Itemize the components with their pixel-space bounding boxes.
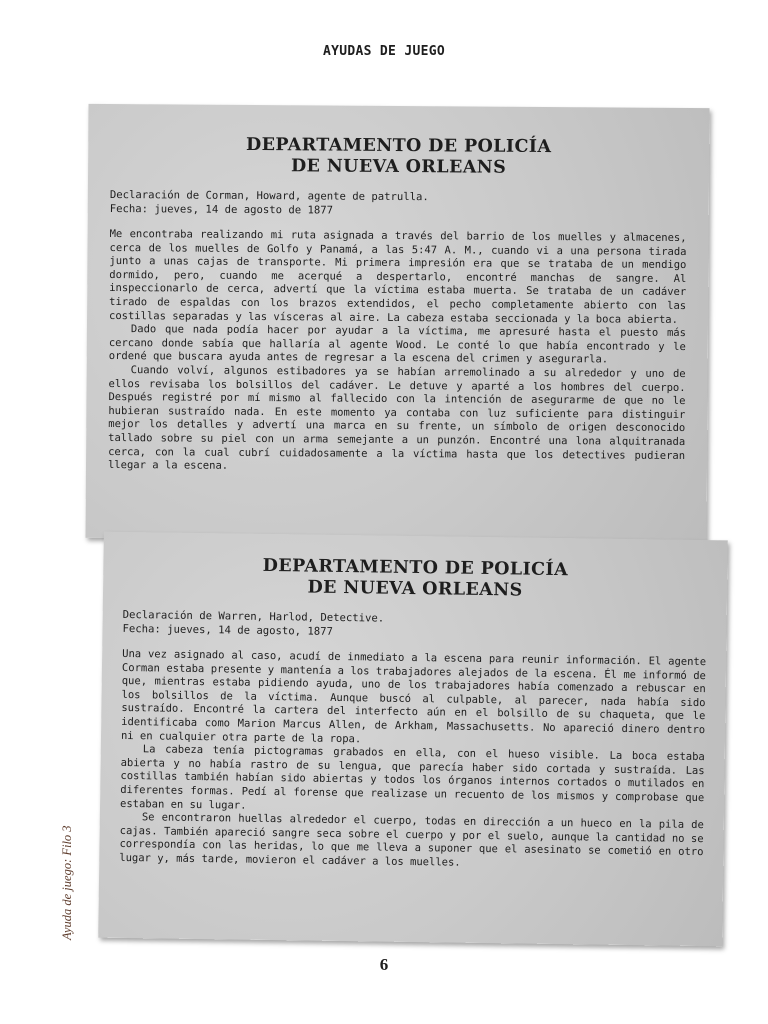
- report-paragraph: Dado que nada podía hacer por ayudar a la víctima, me apresuré hasta el puesto más cercano donde sabía que hallaría al agente Wood. Le conté lo que había encontrado y le ordené que buscara ayuda antes de regresar a la escena del crimen y asegurarla.: [108, 323, 686, 366]
- report-title-line-2: DE NUEVA ORLEANS: [290, 156, 507, 178]
- report-declaration: Declaración de Warren, Harlod, Detective.: [122, 608, 385, 625]
- report-title-line-1: DEPARTAMENTO DE POLICÍA: [262, 555, 569, 581]
- police-report-card-warren: [98, 532, 728, 947]
- report-paragraph: Cuando volví, algunos estibadores ya se habían arremolinado a su alrededor y uno de ellos revisaba los bolsillos del cadáver. Le detuve y aparté a los hombres del cuerpo. Después registré por mí mismo al fallecido con la intención de asegurarme de que no le hubieran sustraído nada. En este momento ya contaba con luz suficiente para distinguir mejor los detalles y advertí una marca en su frente, un símbolo de origen desconocido tallado sobre su piel con un arma semejante a un punzón. Encontré una lona alquitranada cerca, con la cual cubrí cuidadosamente a la víctima hasta que los detectives pudieran llegar a la escena.: [107, 364, 686, 472]
- police-report-card-corman: [85, 104, 709, 542]
- page-number: 6: [379, 955, 389, 974]
- report-title: [123, 554, 708, 604]
- report-title: [110, 134, 687, 180]
- report-paragraph: Una vez asignado al caso, acudí de inmediato a la escena para reunir información. El agente Corman estaba presente y mantenía a los trabajadores alejados de la escena. Él me informó de que, mientras estaba pidiendo ayuda, uno de los trabajadores había comenzado a rebuscar en los bolsillos de la víctima. Aunque buscó al culpable, al parecer, nada había sido sustraído. Encontré la cartera del interfecto aún en el bolsillo de su chaqueta, que le identificaba como Marion Marcus Allen, de Arkham, Massachusetts. No apareció dinero dentro ni en cualquier otra parte de la ropa.: [120, 647, 707, 745]
- report-paragraph: Se encontraron huellas alrededor el cuerpo, todas en dirección a un hueco en la pila de cajas. También apareció sangre seca sobre el cuerpo y por el suelo, aunque la cantidad no se correspondía con las heridas, lo que me lleva a suponer que el asesinato se cometió en otro lugar y, más tarde, movieron el cadáver a los muelles.: [119, 811, 704, 869]
- report-declaration: Declaración de Corman, Howard, agente de patrulla.: [109, 188, 429, 204]
- report-title-line-1: DEPARTAMENTO DE POLICÍA: [245, 134, 552, 158]
- report-title-line-2: DE NUEVA ORLEANS: [307, 577, 523, 601]
- sidebar-label: Ayuda de juego: Filo 3: [60, 825, 74, 940]
- report-paragraph: La cabeza tenía pictogramas grabados en ella, con el hueso visible. La boca estaba abierta y no había rastro de su lengua, que parecía haber sido cortada y sustraída. Las costillas también habían sido abiertas y todos los órganos internos cortados o mutilados en diferentes formas. Pedí al forense que realizase un recuento de los mismos y comprobase que estaban en su lugar.: [119, 743, 705, 812]
- report-date: Fecha: jueves, 14 de agosto, 1877: [122, 622, 334, 638]
- report-paragraph: Me encontraba realizando mi ruta asignada a través del barrio de los muelles y almacenes, cerca de los muelles de Golfo y Panamá, a las 5:47 A. M., cuando vi a una persona tirada junto a unas cajas de transporte. Mi primera impresión era que se trataba de un mendigo dormido, pero, cuando me acerqué a despertarlo, encontré manchas de sangre. Al inspeccionarlo de cerca, advertí que la víctima estaba muerta. Se trataba de un cadáver tirado de espaldas con los brazos extendidos, el pecho completamente abierto con las costillas separadas y las vísceras al aire. La cabeza estaba seccionada y la boca abierta.: [109, 227, 687, 326]
- report-date: Fecha: jueves, 14 de agosto de 1877: [109, 202, 334, 217]
- page-header: AYUDAS DE JUEGO: [323, 44, 445, 59]
